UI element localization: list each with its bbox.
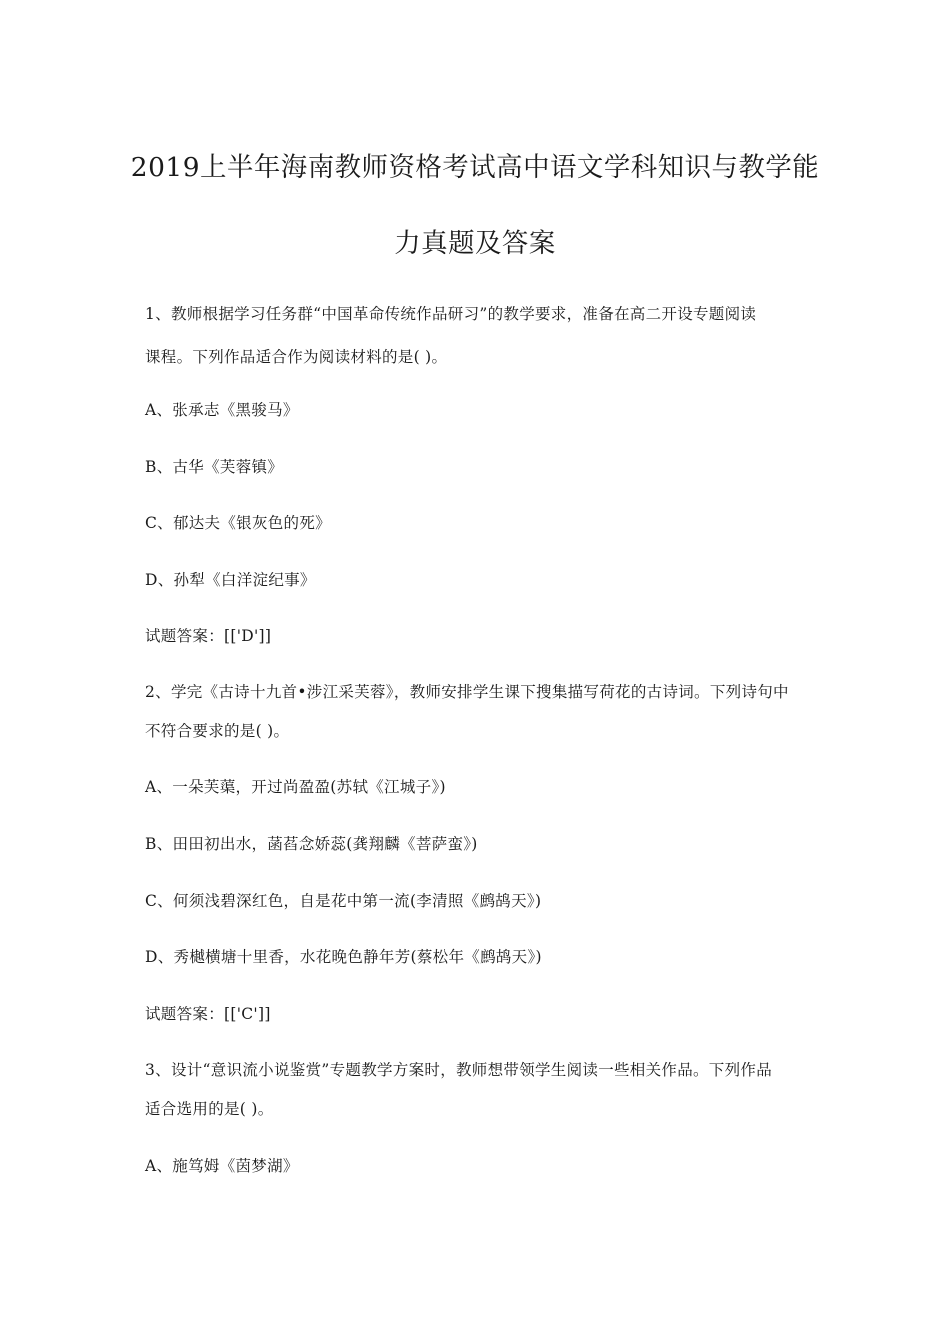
document-title-line-1: 2019上半年海南教师资格考试高中语文学科知识与教学能 — [130, 152, 820, 183]
document-title-line-2: 力真题及答案 — [394, 228, 556, 259]
question-1-stem-line-1: 1、教师根据学习任务群“中国革命传统作品研习”的教学要求，准备在高二开设专题阅读 — [145, 305, 757, 323]
question-2-answer: 试题答案：[['C']] — [145, 1005, 271, 1023]
question-2-option-a: A、一朵芙蕖，开过尚盈盈(苏轼《江城子》) — [145, 778, 446, 796]
question-2-option-c: C、何须浅碧深红色，自是花中第一流(李清照《鹧鸪天》) — [145, 892, 542, 910]
question-3-stem-line-2: 适合选用的是( )。 — [145, 1100, 274, 1118]
question-3-option-a: A、施笃姆《茵梦湖》 — [145, 1157, 299, 1175]
question-1-option-b: B、古华《芙蓉镇》 — [145, 458, 284, 476]
question-1-option-a: A、张承志《黑骏马》 — [145, 401, 299, 419]
question-2-option-d: D、秀樾横塘十里香，水花晚色静年芳(蔡松年《鹧鸪天》) — [145, 948, 542, 966]
question-2-stem-line-1: 2、学完《古诗十九首•涉江采芙蓉》，教师安排学生课下搜集描写荷花的古诗词。下列诗句中 — [145, 683, 789, 701]
question-1-stem-line-2: 课程。下列作品适合作为阅读材料的是( )。 — [145, 348, 448, 366]
question-3-stem-line-1: 3、设计“意识流小说鉴赏”专题教学方案时，教师想带领学生阅读一些相关作品。下列作品 — [145, 1061, 773, 1079]
question-1-option-c: C、郁达夫《银灰色的死》 — [145, 514, 331, 532]
question-2-option-b: B、田田初出水，菡萏念娇蕊(龚翔麟《菩萨蛮》) — [145, 835, 478, 853]
question-1-option-d: D、孙犁《白洋淀纪事》 — [145, 571, 316, 589]
question-2-stem-line-2: 不符合要求的是( )。 — [145, 722, 290, 740]
question-1-answer: 试题答案：[['D']] — [145, 627, 272, 645]
